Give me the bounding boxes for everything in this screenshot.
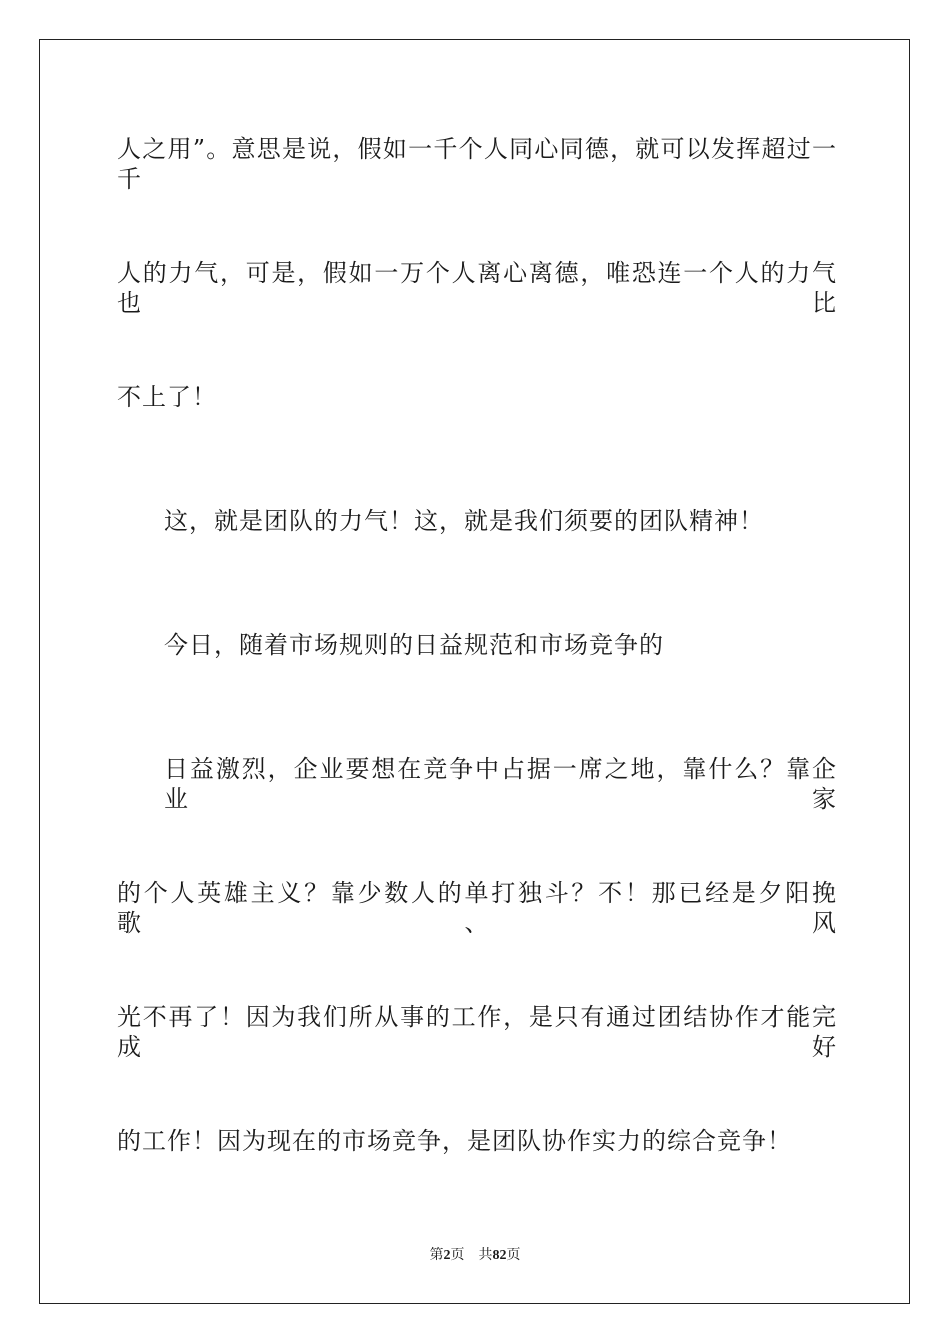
total-pages: 82 xyxy=(492,1248,507,1263)
page-suffix: 页 xyxy=(450,1247,465,1263)
paragraph-line-4: 这，就是团队的力气！这，就是我们须要的团队精神！ xyxy=(164,507,764,535)
page-border xyxy=(39,39,910,1304)
page-footer xyxy=(0,1246,950,1265)
total-suffix: 页 xyxy=(506,1247,521,1263)
page-number: 2 xyxy=(443,1248,451,1263)
paragraph-line-1: 人之用”。意思是说，假如一千个人同心同德，就可以发挥超过一千 xyxy=(117,135,837,193)
paragraph-line-2: 人的力气，可是，假如一万个人离心离德，唯恐连一个人的力气也比 xyxy=(117,259,837,317)
paragraph-line-3: 不上了！ xyxy=(117,383,217,411)
paragraph-line-6: 日益激烈，企业要想在竞争中占据一席之地，靠什么？靠企业家 xyxy=(164,755,837,813)
paragraph-line-9: 的工作！因为现在的市场竞争，是团队协作实力的综合竞争！ xyxy=(117,1127,792,1155)
paragraph-line-5: 今日，随着市场规则的日益规范和市场竞争的 xyxy=(164,631,664,659)
paragraph-line-8: 光不再了！因为我们所从事的工作，是只有通过团结协作才能完成好 xyxy=(117,1003,837,1061)
total-prefix: 共 xyxy=(478,1247,493,1263)
page-prefix: 第 xyxy=(429,1247,444,1263)
paragraph-line-7: 的个人英雄主义？靠少数人的单打独斗？不！那已经是夕阳挽歌、风 xyxy=(117,879,837,937)
